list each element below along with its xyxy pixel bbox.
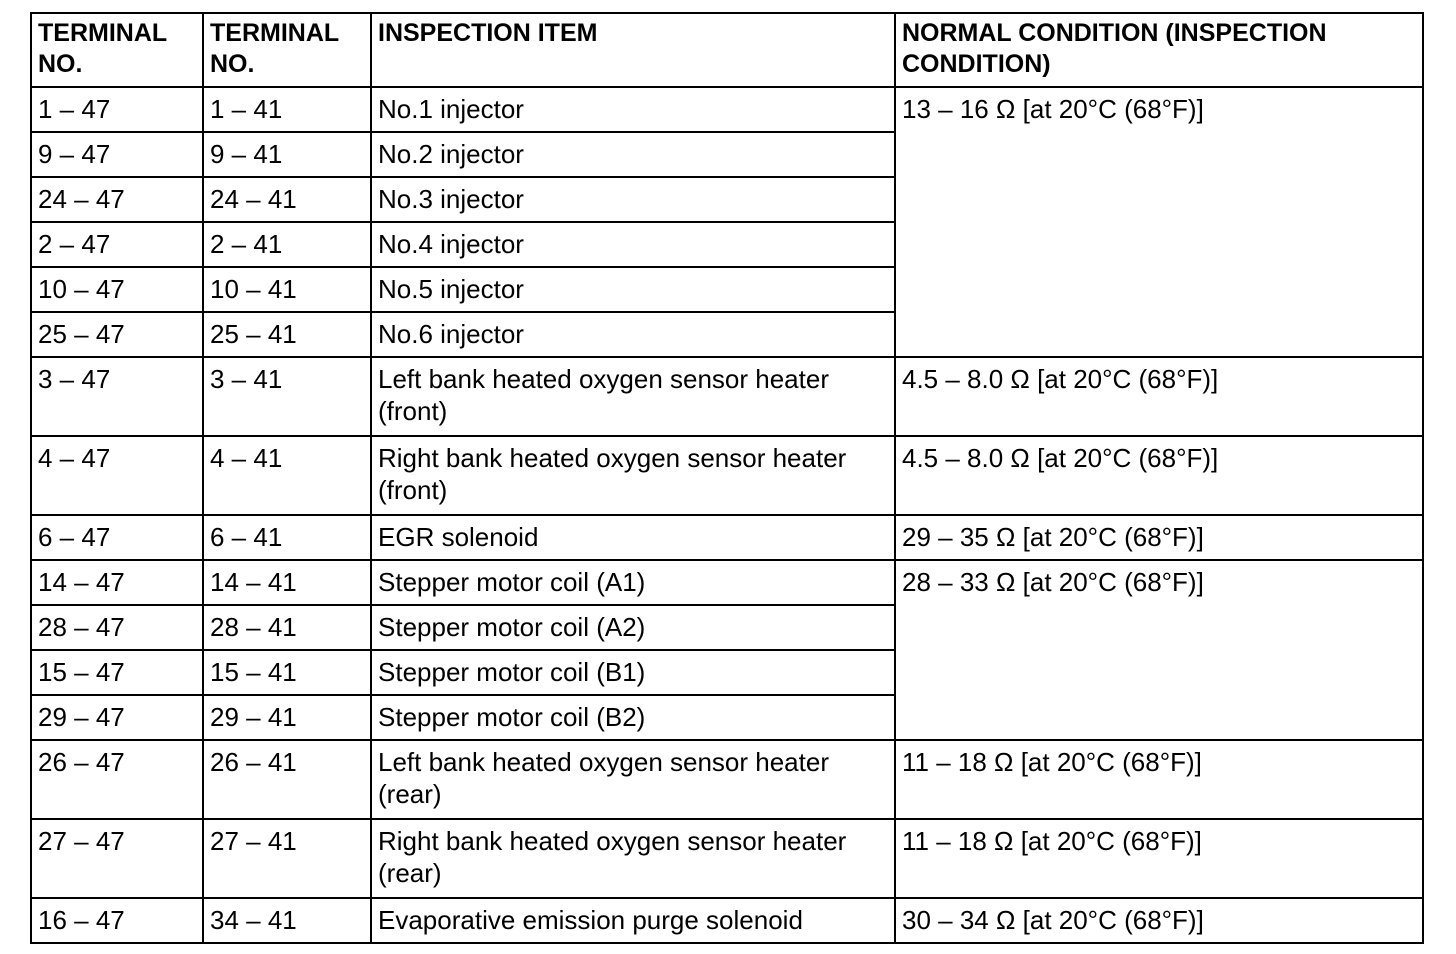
terminal-cell: 14 – 41 [203,560,371,605]
inspection-item-cell: No.2 injector [371,132,895,177]
header-terminal-no-2: TERMINAL NO. [203,13,371,87]
terminal-cell: 4 – 47 [31,436,203,515]
terminal-cell: 24 – 41 [203,177,371,222]
terminal-cell: 27 – 47 [31,819,203,898]
table-row [31,819,1423,898]
condition-cell: 30 – 34 Ω [at 20°C (68°F)] [895,898,1423,943]
terminal-cell: 15 – 47 [31,650,203,695]
terminal-cell: 29 – 41 [203,695,371,740]
terminal-cell: 15 – 41 [203,650,371,695]
condition-cell: 13 – 16 Ω [at 20°C (68°F)] [895,87,1423,357]
terminal-cell: 27 – 41 [203,819,371,898]
condition-cell: 29 – 35 Ω [at 20°C (68°F)] [895,515,1423,560]
inspection-item-cell: Stepper motor coil (B2) [371,695,895,740]
table-row [31,515,1423,560]
inspection-item-cell: No.1 injector [371,87,895,132]
terminal-cell: 10 – 41 [203,267,371,312]
terminal-cell: 28 – 47 [31,605,203,650]
inspection-table [30,12,1424,944]
terminal-cell: 2 – 41 [203,222,371,267]
table-row [31,560,1423,605]
terminal-cell: 34 – 41 [203,898,371,943]
terminal-cell: 4 – 41 [203,436,371,515]
terminal-cell: 14 – 47 [31,560,203,605]
terminal-cell: 26 – 41 [203,740,371,819]
terminal-cell: 25 – 47 [31,312,203,357]
inspection-item-cell: Stepper motor coil (A1) [371,560,895,605]
condition-cell: 11 – 18 Ω [at 20°C (68°F)] [895,819,1423,898]
terminal-cell: 6 – 41 [203,515,371,560]
inspection-item-cell: Right bank heated oxygen sensor heater (front) [371,436,895,515]
inspection-item-cell: Stepper motor coil (B1) [371,650,895,695]
inspection-item-cell: No.6 injector [371,312,895,357]
inspection-item-cell: Left bank heated oxygen sensor heater (rear) [371,740,895,819]
header-terminal-no-1: TERMINAL NO. [31,13,203,87]
condition-cell: 4.5 – 8.0 Ω [at 20°C (68°F)] [895,436,1423,515]
inspection-item-cell: EGR solenoid [371,515,895,560]
table-row [31,357,1423,436]
terminal-cell: 6 – 47 [31,515,203,560]
condition-cell: 28 – 33 Ω [at 20°C (68°F)] [895,560,1423,740]
terminal-cell: 1 – 41 [203,87,371,132]
terminal-cell: 9 – 47 [31,132,203,177]
terminal-cell: 29 – 47 [31,695,203,740]
inspection-item-cell: No.5 injector [371,267,895,312]
table-row [31,740,1423,819]
condition-cell: 4.5 – 8.0 Ω [at 20°C (68°F)] [895,357,1423,436]
terminal-cell: 24 – 47 [31,177,203,222]
inspection-item-cell: No.3 injector [371,177,895,222]
terminal-cell: 9 – 41 [203,132,371,177]
inspection-item-cell: No.4 injector [371,222,895,267]
terminal-cell: 28 – 41 [203,605,371,650]
condition-cell: 11 – 18 Ω [at 20°C (68°F)] [895,740,1423,819]
terminal-cell: 26 – 47 [31,740,203,819]
inspection-item-cell: Left bank heated oxygen sensor heater (front) [371,357,895,436]
inspection-item-cell: Right bank heated oxygen sensor heater (rear) [371,819,895,898]
inspection-item-cell: Stepper motor coil (A2) [371,605,895,650]
terminal-cell: 1 – 47 [31,87,203,132]
table-row [31,436,1423,515]
terminal-cell: 3 – 41 [203,357,371,436]
terminal-cell: 16 – 47 [31,898,203,943]
header-inspection-item: INSPECTION ITEM [371,13,895,87]
inspection-item-cell: Evaporative emission purge solenoid [371,898,895,943]
terminal-cell: 25 – 41 [203,312,371,357]
table-row [31,87,1423,132]
table-row [31,898,1423,943]
terminal-cell: 2 – 47 [31,222,203,267]
header-row [31,13,1423,87]
header-normal-condition: NORMAL CONDITION (INSPECTION CONDITION) [895,13,1423,87]
terminal-cell: 10 – 47 [31,267,203,312]
terminal-cell: 3 – 47 [31,357,203,436]
